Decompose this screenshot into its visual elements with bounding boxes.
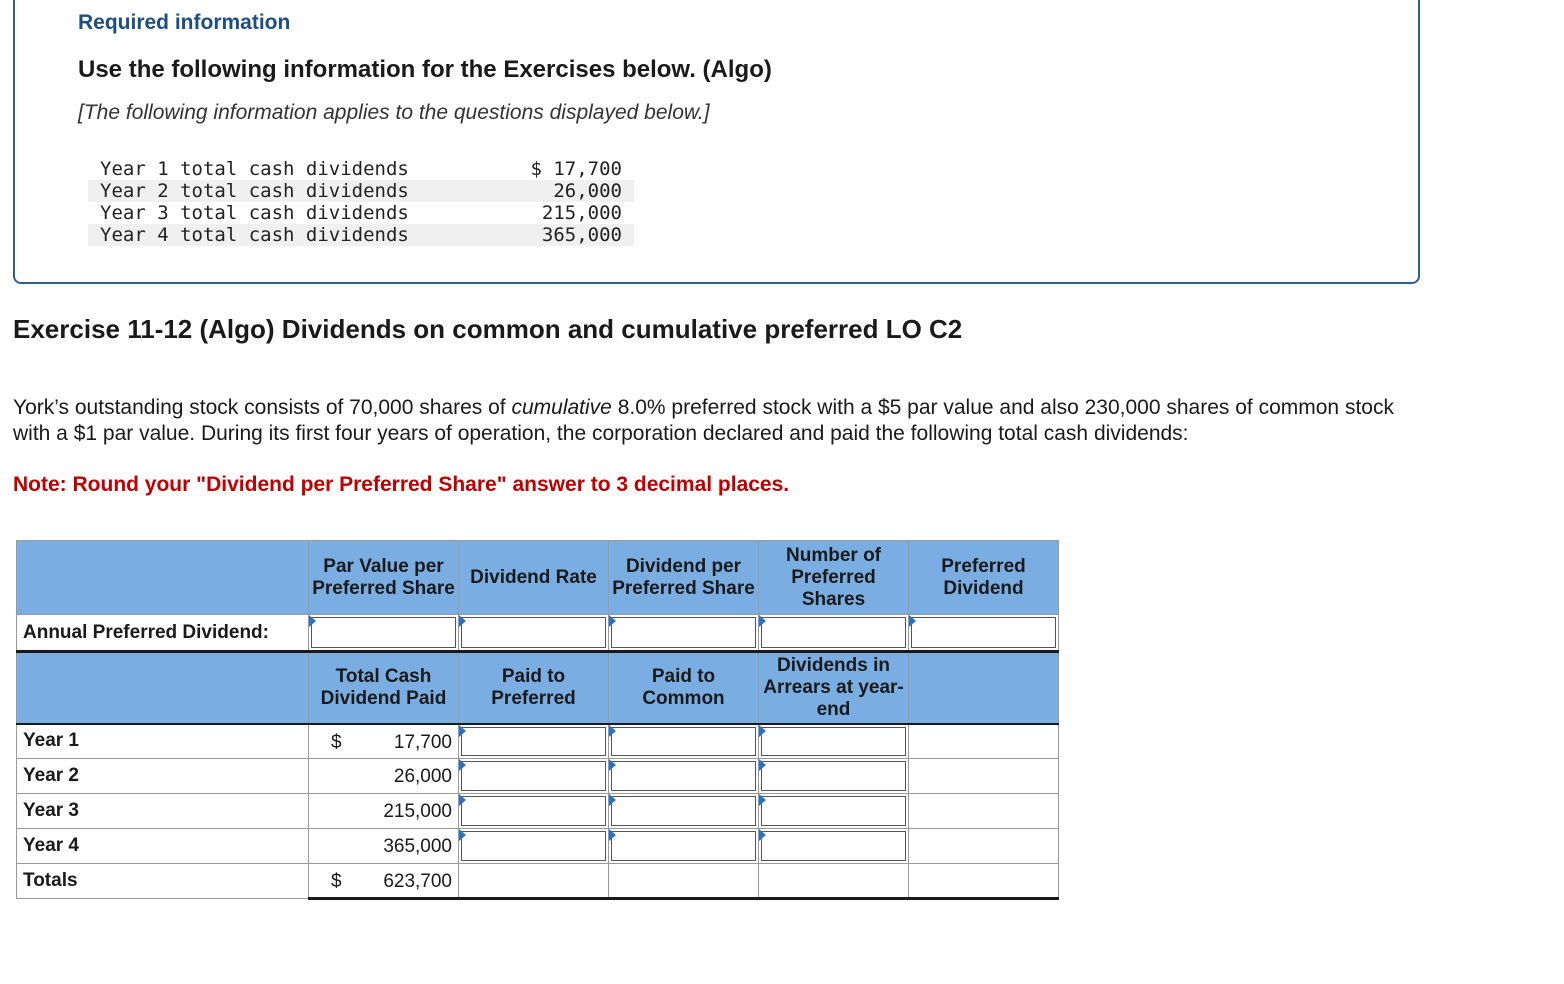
dividend-label: Year 4 total cash dividends (88, 224, 512, 246)
dividend-value: 365,000 (512, 224, 634, 246)
description-emphasis: cumulative (511, 396, 612, 419)
total-cash-sum (309, 864, 459, 899)
header-paid-common: Paid to Common (609, 652, 759, 724)
dividend-label: Year 2 total cash dividends (88, 180, 512, 202)
dividend-row (88, 224, 634, 246)
paid-preferred-input[interactable] (459, 829, 609, 864)
paid-preferred-total (459, 864, 609, 899)
amount: 365,000 (383, 836, 452, 857)
paid-common-input[interactable] (609, 759, 759, 794)
annual-preferred-label: Annual Preferred Dividend: (17, 615, 309, 652)
paid-common-input[interactable] (609, 794, 759, 829)
dividend-rate-input[interactable] (459, 615, 609, 652)
year-label: Year 3 (17, 794, 309, 829)
amount: 623,700 (383, 871, 452, 892)
header-dividend-rate: Dividend Rate (459, 541, 609, 615)
year-label: Year 1 (17, 724, 309, 759)
dividend-value: $ 17,700 (530, 158, 622, 180)
header-number-of-shares: Number of Preferred Shares (759, 541, 909, 615)
year-row (17, 724, 1059, 759)
header-dividend-per-share: Dividend per Preferred Share (609, 541, 759, 615)
totals-label: Totals (17, 864, 309, 899)
paid-preferred-input[interactable] (459, 794, 609, 829)
dividend-per-share-input[interactable] (609, 615, 759, 652)
header-paid-preferred: Paid to Preferred (459, 652, 609, 724)
paid-common-input[interactable] (609, 724, 759, 759)
annual-preferred-row (17, 615, 1059, 652)
rounding-note: Note: Round your "Dividend per Preferred Share" answer to 3 decimal places. (13, 473, 790, 496)
dollar-sign: $ (331, 731, 342, 753)
header-preferred-dividend: Preferred Dividend (909, 541, 1059, 615)
empty-cell (909, 759, 1059, 794)
use-info-heading: Use the following information for the Exercises below. (Algo) (78, 56, 772, 83)
header-row-1 (17, 541, 1059, 615)
arrears-input[interactable] (759, 794, 909, 829)
total-cash-value (309, 829, 459, 864)
year-row (17, 829, 1059, 864)
paid-common-total (609, 864, 759, 899)
year-label: Year 2 (17, 759, 309, 794)
dividend-row (88, 180, 634, 202)
arrears-input[interactable] (759, 759, 909, 794)
paid-common-input[interactable] (609, 829, 759, 864)
dividend-label: Year 1 total cash dividends (100, 158, 409, 180)
paid-preferred-input[interactable] (459, 759, 609, 794)
par-value-input[interactable] (309, 615, 459, 652)
applies-note: [The following information applies to the questions displayed below.] (78, 101, 710, 124)
year-label: Year 4 (17, 829, 309, 864)
arrears-input[interactable] (759, 829, 909, 864)
required-info-heading: Required information (78, 11, 291, 34)
header-total-cash: Total Cash Dividend Paid (309, 652, 459, 724)
paid-preferred-input[interactable] (459, 724, 609, 759)
dividend-value: 26,000 (512, 180, 634, 202)
empty-cell (909, 864, 1059, 899)
header-row-2 (17, 652, 1059, 724)
amount: 17,700 (393, 731, 452, 753)
empty-cell (909, 829, 1059, 864)
year-row (17, 794, 1059, 829)
exercise-title: Exercise 11-12 (Algo) Dividends on common and cumulative preferred LO C2 (13, 314, 963, 344)
header-par-value: Par Value per Preferred Share (309, 541, 459, 615)
exercise-description (13, 395, 1433, 447)
dividend-label: Year 3 total cash dividends (100, 202, 409, 224)
cash-dividends-table (88, 158, 634, 246)
dividend-value: 215,000 (541, 202, 622, 224)
year-row (17, 759, 1059, 794)
dividend-row (88, 202, 634, 224)
header-arrears: Dividends in Arrears at year-end (759, 652, 909, 724)
dollar-sign: $ (331, 871, 342, 892)
total-cash-value (309, 794, 459, 829)
amount: 26,000 (393, 766, 452, 787)
total-cash-value (309, 759, 459, 794)
totals-row (17, 864, 1059, 899)
header-blank (17, 652, 309, 724)
header-blank (17, 541, 309, 615)
description-part: York’s outstanding stock consists of 70,000 shares of (13, 396, 512, 419)
arrears-input[interactable] (759, 724, 909, 759)
dividend-worksheet (16, 540, 1059, 900)
amount: 215,000 (383, 801, 452, 822)
dividend-row (88, 158, 634, 180)
total-cash-value (309, 724, 459, 759)
arrears-total (759, 864, 909, 899)
number-of-shares-input[interactable] (759, 615, 909, 652)
description-part: 8.0% preferred stock with a $5 par value and also 230,000 shares of common stock with a $1 par value. During its first four years of operation, the corporation declared and paid the following total cash dividends: (13, 396, 1394, 445)
header-blank (909, 652, 1059, 724)
empty-cell (909, 794, 1059, 829)
empty-cell (909, 724, 1059, 759)
preferred-dividend-input[interactable] (909, 615, 1059, 652)
